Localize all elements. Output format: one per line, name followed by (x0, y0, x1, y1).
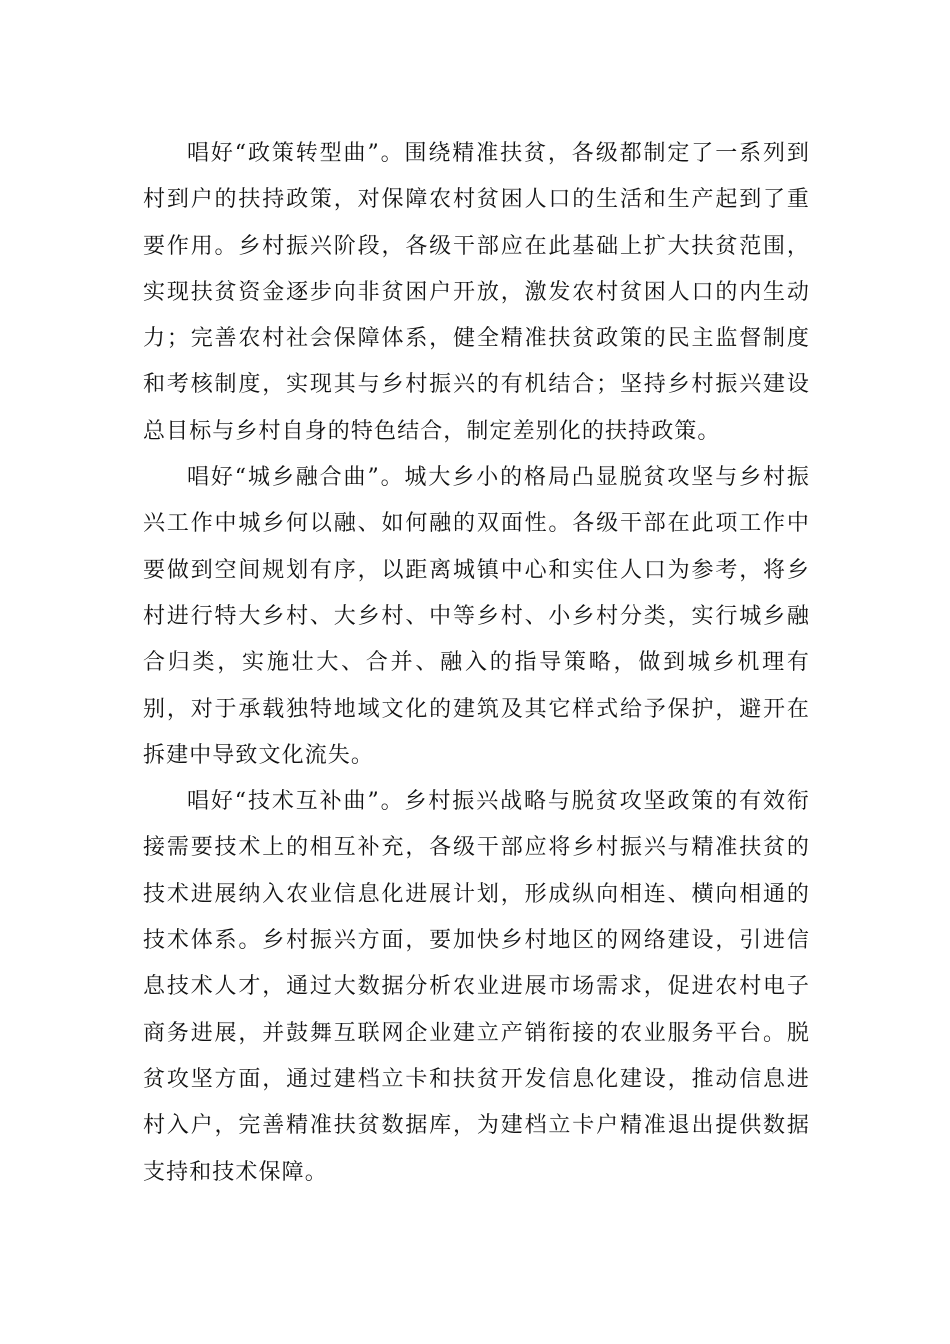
document-body (143, 131, 810, 1196)
paragraph-policy-transition: 唱好“政策转型曲”。围绕精准扶贫，各级都制定了一系列到村到户的扶持政策，对保障农村贫困人口的生活和生产起到了重要作用。乡村振兴阶段，各级干部应在此基础上扩大扶贫范围，实现扶贫资金逐步向非贫困户开放，激发农村贫困人口的内生动力；完善农村社会保障体系，健全精准扶贫政策的民主监督制度和考核制度，实现其与乡村振兴的有机结合；坚持乡村振兴建设总目标与乡村自身的特色结合，制定差别化的扶持政策。 (143, 141, 810, 444)
paragraph-urban-rural-integration: 唱好“城乡融合曲”。城大乡小的格局凸显脱贫攻坚与乡村振兴工作中城乡何以融、如何融的双面性。各级干部在此项工作中要做到空间规划有序，以距离城镇中心和实住人口为参考，将乡村进行特大乡村、大乡村、中等乡村、小乡村分类，实行城乡融合归类，实施壮大、合并、融入的指导策略，做到城乡机理有别，对于承载独特地域文化的建筑及其它样式给予保护，避开在拆建中导致文化流失。 (143, 465, 810, 768)
paragraph-technology-complement: 唱好“技术互补曲”。乡村振兴战略与脱贫攻坚政策的有效衔接需要技术上的相互补充，各级干部应将乡村振兴与精准扶贫的技术进展纳入农业信息化进展计划，形成纵向相连、横向相通的技术体系。乡村振兴方面，要加快乡村地区的网络建设，引进信息技术人才，通过大数据分析农业进展市场需求，促进农村电子商务进展，并鼓舞互联网企业建立产销衔接的农业服务平台。脱贫攻坚方面，通过建档立卡和扶贫开发信息化建设，推动信息进村入户，完善精准扶贫数据库，为建档立卡户精准退出提供数据支持和技术保障。 (143, 789, 810, 1185)
